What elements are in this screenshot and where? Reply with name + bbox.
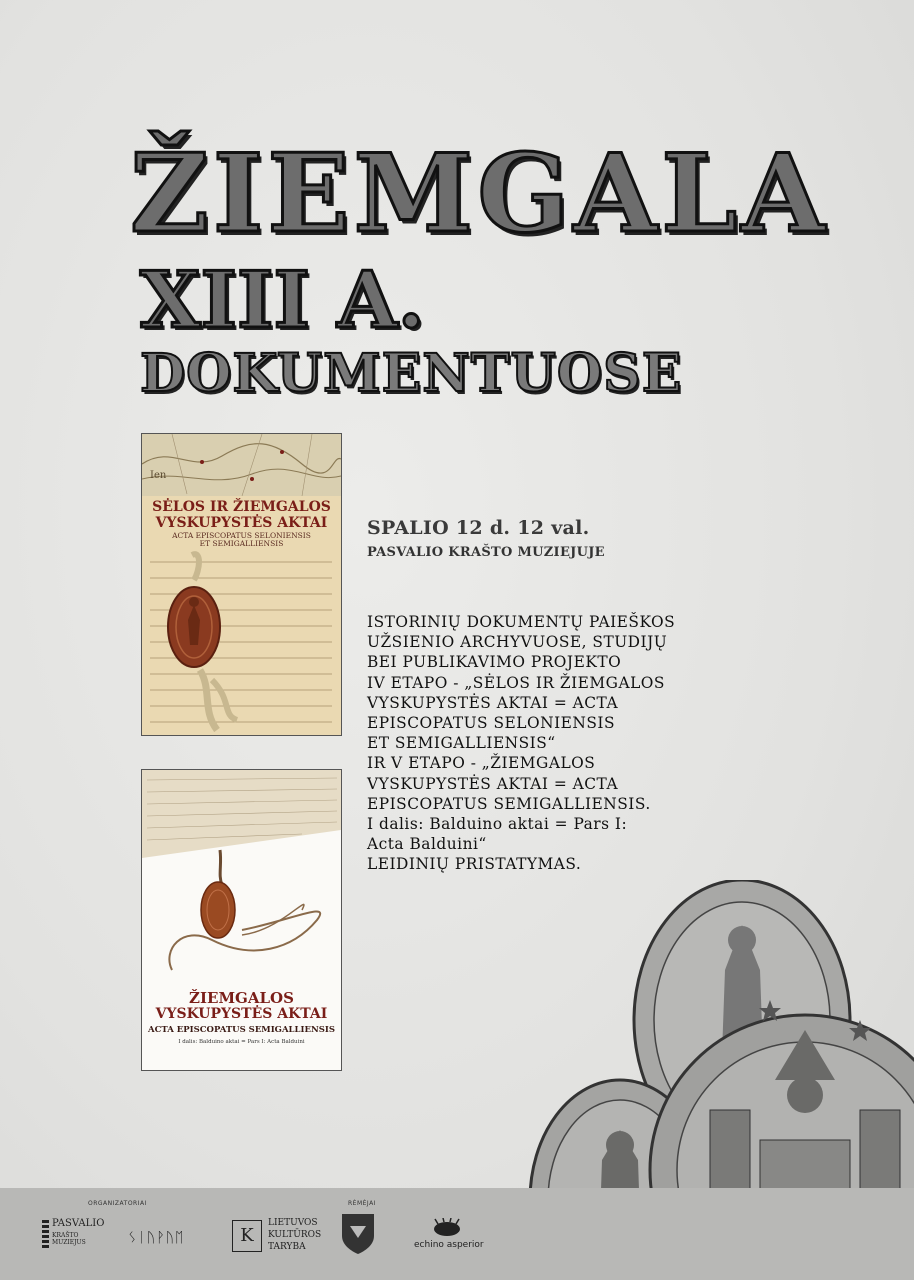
manuscript-with-seal xyxy=(142,550,341,735)
description-line: EPISCOPATUS SELONIENSIS xyxy=(367,714,616,733)
description-line: BEI PUBLIKAVIMO PROJEKTO xyxy=(367,653,622,672)
sponsor-logo-text: echino asperior xyxy=(414,1240,484,1250)
hedgehog-icon xyxy=(432,1218,462,1236)
book1-title-2: VYSKUPYSTĖS AKTAI xyxy=(155,515,328,531)
description-line: LEIDINIŲ PRISTATYMAS. xyxy=(367,855,582,874)
council-logo-line3: TARYBA xyxy=(268,1242,306,1252)
description-line: ET SEMIGALLIENSIS“ xyxy=(367,734,556,753)
book2-subtitle: ACTA EPISCOPATUS SEMIGALLIENSIS xyxy=(148,1025,335,1035)
book2-title-2: VYSKUPYSTĖS AKTAI xyxy=(155,1006,328,1022)
sponsors-label: RĖMĖJAI xyxy=(348,1200,376,1207)
book1-subtitle-2: ET SEMIGALLIENSIS xyxy=(199,539,284,548)
event-place: PASVALIO KRAŠTO MUZIEJUJE xyxy=(367,545,605,560)
title-line-3: DOKUMENTUOSE xyxy=(140,343,683,404)
description-line: Acta Balduini“ xyxy=(367,835,487,854)
title-line-1: ŽIEMGALA xyxy=(130,131,829,257)
book1-subtitle-1: ACTA EPISCOPATUS SELONIENSIS xyxy=(172,531,311,540)
runes-logo: ᛊᛁᚢᚹᚢᛖ xyxy=(128,1230,185,1246)
coat-of-arms-icon xyxy=(340,1212,376,1256)
book-cover-1 xyxy=(141,433,342,736)
description-line: I dalis: Balduino aktai = Pars I: xyxy=(367,815,628,834)
book-cover-2 xyxy=(141,769,342,1071)
council-logo xyxy=(232,1218,322,1258)
book1-title-1: SĖLOS IR ŽIEMGALOS xyxy=(152,499,331,515)
organizers-label: ORGANIZATORIAI xyxy=(88,1200,147,1207)
council-logo-letter: K xyxy=(232,1220,262,1252)
museum-logo-line1: PASVALIO xyxy=(52,1218,105,1229)
map-illustration xyxy=(142,434,341,496)
description-line: IV ETAPO - „SĖLOS IR ŽIEMGALOS xyxy=(367,673,665,692)
description-line: VYSKUPYSTĖS AKTAI = ACTA xyxy=(367,774,619,793)
council-logo-line2: KULTŪROS xyxy=(268,1230,322,1240)
document-with-seal xyxy=(142,770,341,985)
description-line: UŽSIENIO ARCHYVUOSE, STUDIJŲ xyxy=(367,633,668,652)
museum-logo-line2: KRAŠTO MUZIEJUS xyxy=(52,1232,86,1246)
title-line-2: XIII A. xyxy=(140,255,425,346)
book2-small-text: I dalis: Balduino aktai = Pars I: Acta Balduini xyxy=(178,1039,305,1045)
description-line: IR V ETAPO - „ŽIEMGALOS xyxy=(367,754,596,773)
description xyxy=(367,612,767,875)
description-line: EPISCOPATUS SEMIGALLIENSIS. xyxy=(367,794,651,813)
description-line: ISTORINIŲ DOKUMENTŲ PAIEŠKOS xyxy=(367,613,676,631)
council-logo-line1: LIETUVOS xyxy=(268,1218,318,1228)
museum-logo xyxy=(42,1218,105,1256)
event-date: SPALIO 12 d. 12 val. xyxy=(367,517,590,539)
description-line: VYSKUPYSTĖS AKTAI = ACTA xyxy=(367,693,619,712)
book2-title-1: ŽIEMGALOS xyxy=(189,989,294,1007)
museum-logo-icon xyxy=(42,1220,49,1250)
sponsor-logo xyxy=(410,1218,490,1258)
svg-text:Ien: Ien xyxy=(150,470,167,481)
footer xyxy=(0,1188,914,1280)
